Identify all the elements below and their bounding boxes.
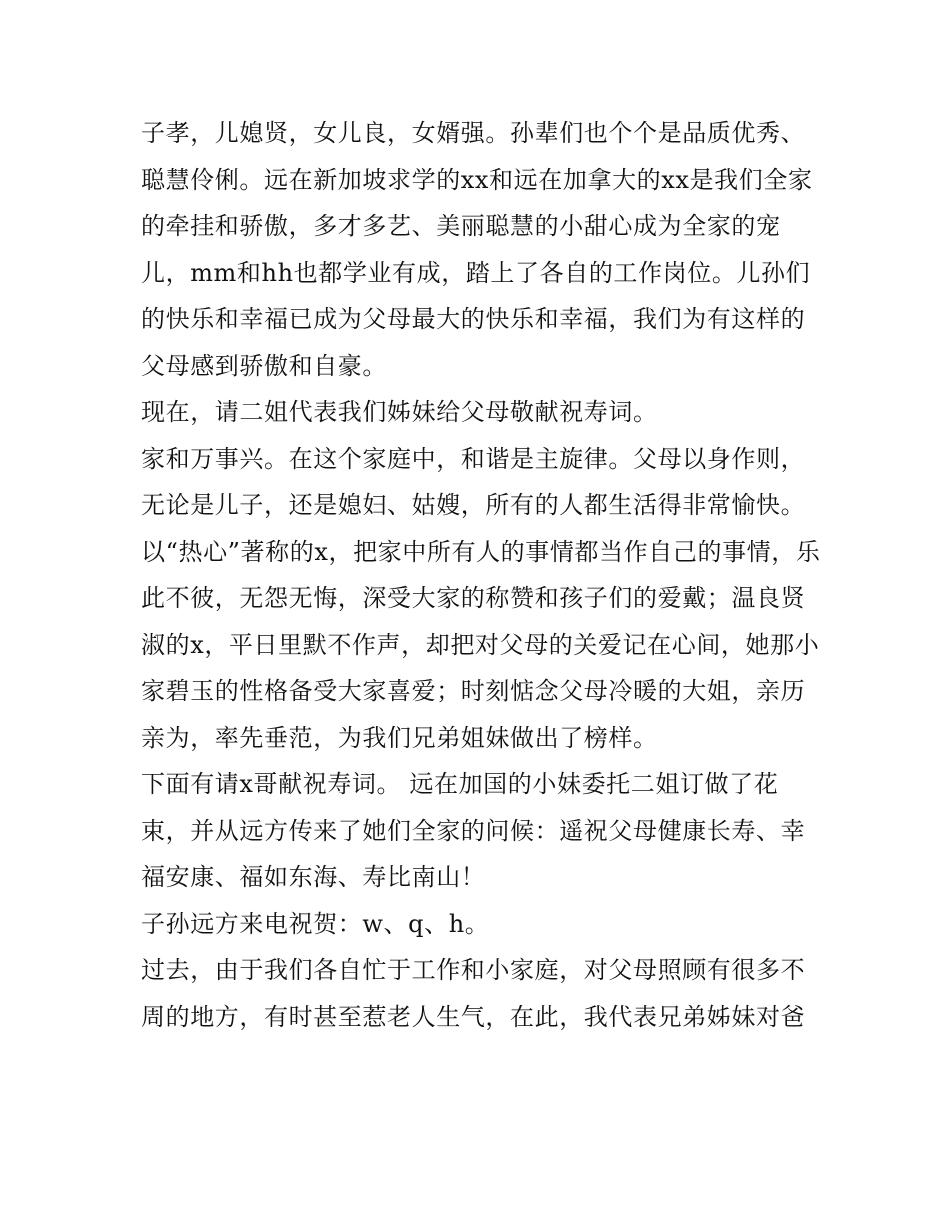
paragraph-2: 现在，请二姐代表我们姊妹给父母敬献祝寿词。 xyxy=(141,398,658,426)
paragraph-1: 子孝，儿媳贤，女儿良，女婿强。孙辈们也个个是品质优秀、聪慧伶俐。远在新加坡求学的xx和远在加拿大的xx是我们全家的牵挂和骄傲，多才多艺、美丽聪慧的小甜心成为全家的宠儿，mm和hh也都学业有成，踏上了各自的工作岗位。儿孙们的快乐和幸福已成为父母最大的快乐和幸福，我们为有这样的父母感到骄傲和自豪。 xyxy=(141,119,813,380)
paragraph-5: 子孙远方来电祝贺：w、q、h。 xyxy=(141,909,490,938)
document-body xyxy=(141,110,821,1040)
paragraph-3: 家和万事兴。在这个家庭中，和谐是主旋律。父母以身作则，无论是儿子，还是媳妇、姑嫂，所有的人都生活得非常愉快。以“热心”著称的x，把家中所有人的事情都当作自己的事情，乐此不彼，无怨无悔，深受大家的称赞和孩子们的爱戴；温良贤淑的x，平日里默不作声，却把对父母的关爱记在心间，她那小家碧玉的性格备受大家喜爱；时刻惦念父母冷暖的大姐，亲历亲为，率先垂范，为我们兄弟姐妹做出了榜样。 xyxy=(141,444,821,752)
paragraph-4: 下面有请x哥献祝寿词。 远在加国的小妹委托二姐订做了花束，并从远方传来了她们全家的问候：遥祝父母健康长寿、幸福安康、福如东海、寿比南山！ xyxy=(141,770,806,891)
paragraph-6: 过去，由于我们各自忙于工作和小家庭，对父母照顾有很多不周的地方，有时甚至惹老人生气，在此，我代表兄弟姊妹对爸 xyxy=(141,956,806,1031)
